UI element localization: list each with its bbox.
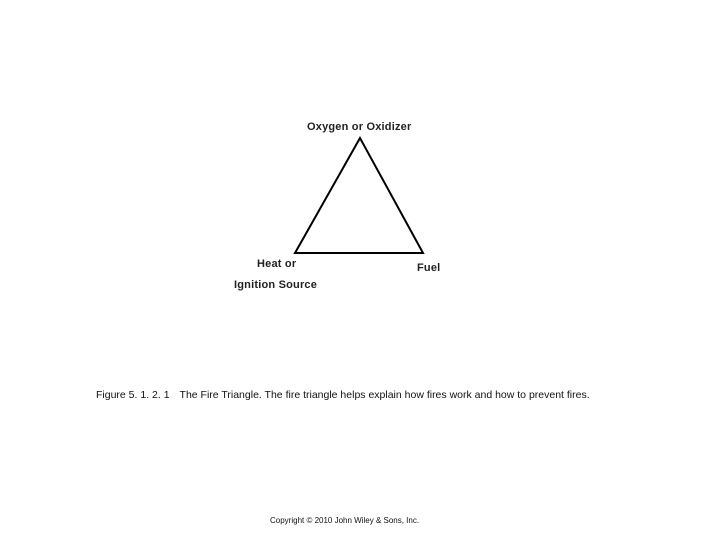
vertex-label-oxygen: Oxygen or Oxidizer xyxy=(307,121,412,133)
fire-triangle xyxy=(295,138,423,253)
figure-number: Figure 5. 1. 2. 1 xyxy=(96,389,170,401)
vertex-label-heat-line1: Heat or xyxy=(257,258,297,270)
figure-caption xyxy=(96,389,590,401)
vertex-label-fuel: Fuel xyxy=(417,262,441,274)
vertex-label-heat-line2: Ignition Source xyxy=(234,279,318,291)
figure-caption-text: The Fire Triangle. The fire triangle helps explain how fires work and how to prevent fires. xyxy=(179,389,590,401)
copyright-notice: Copyright © 2010 John Wiley & Sons, Inc. xyxy=(270,516,420,525)
